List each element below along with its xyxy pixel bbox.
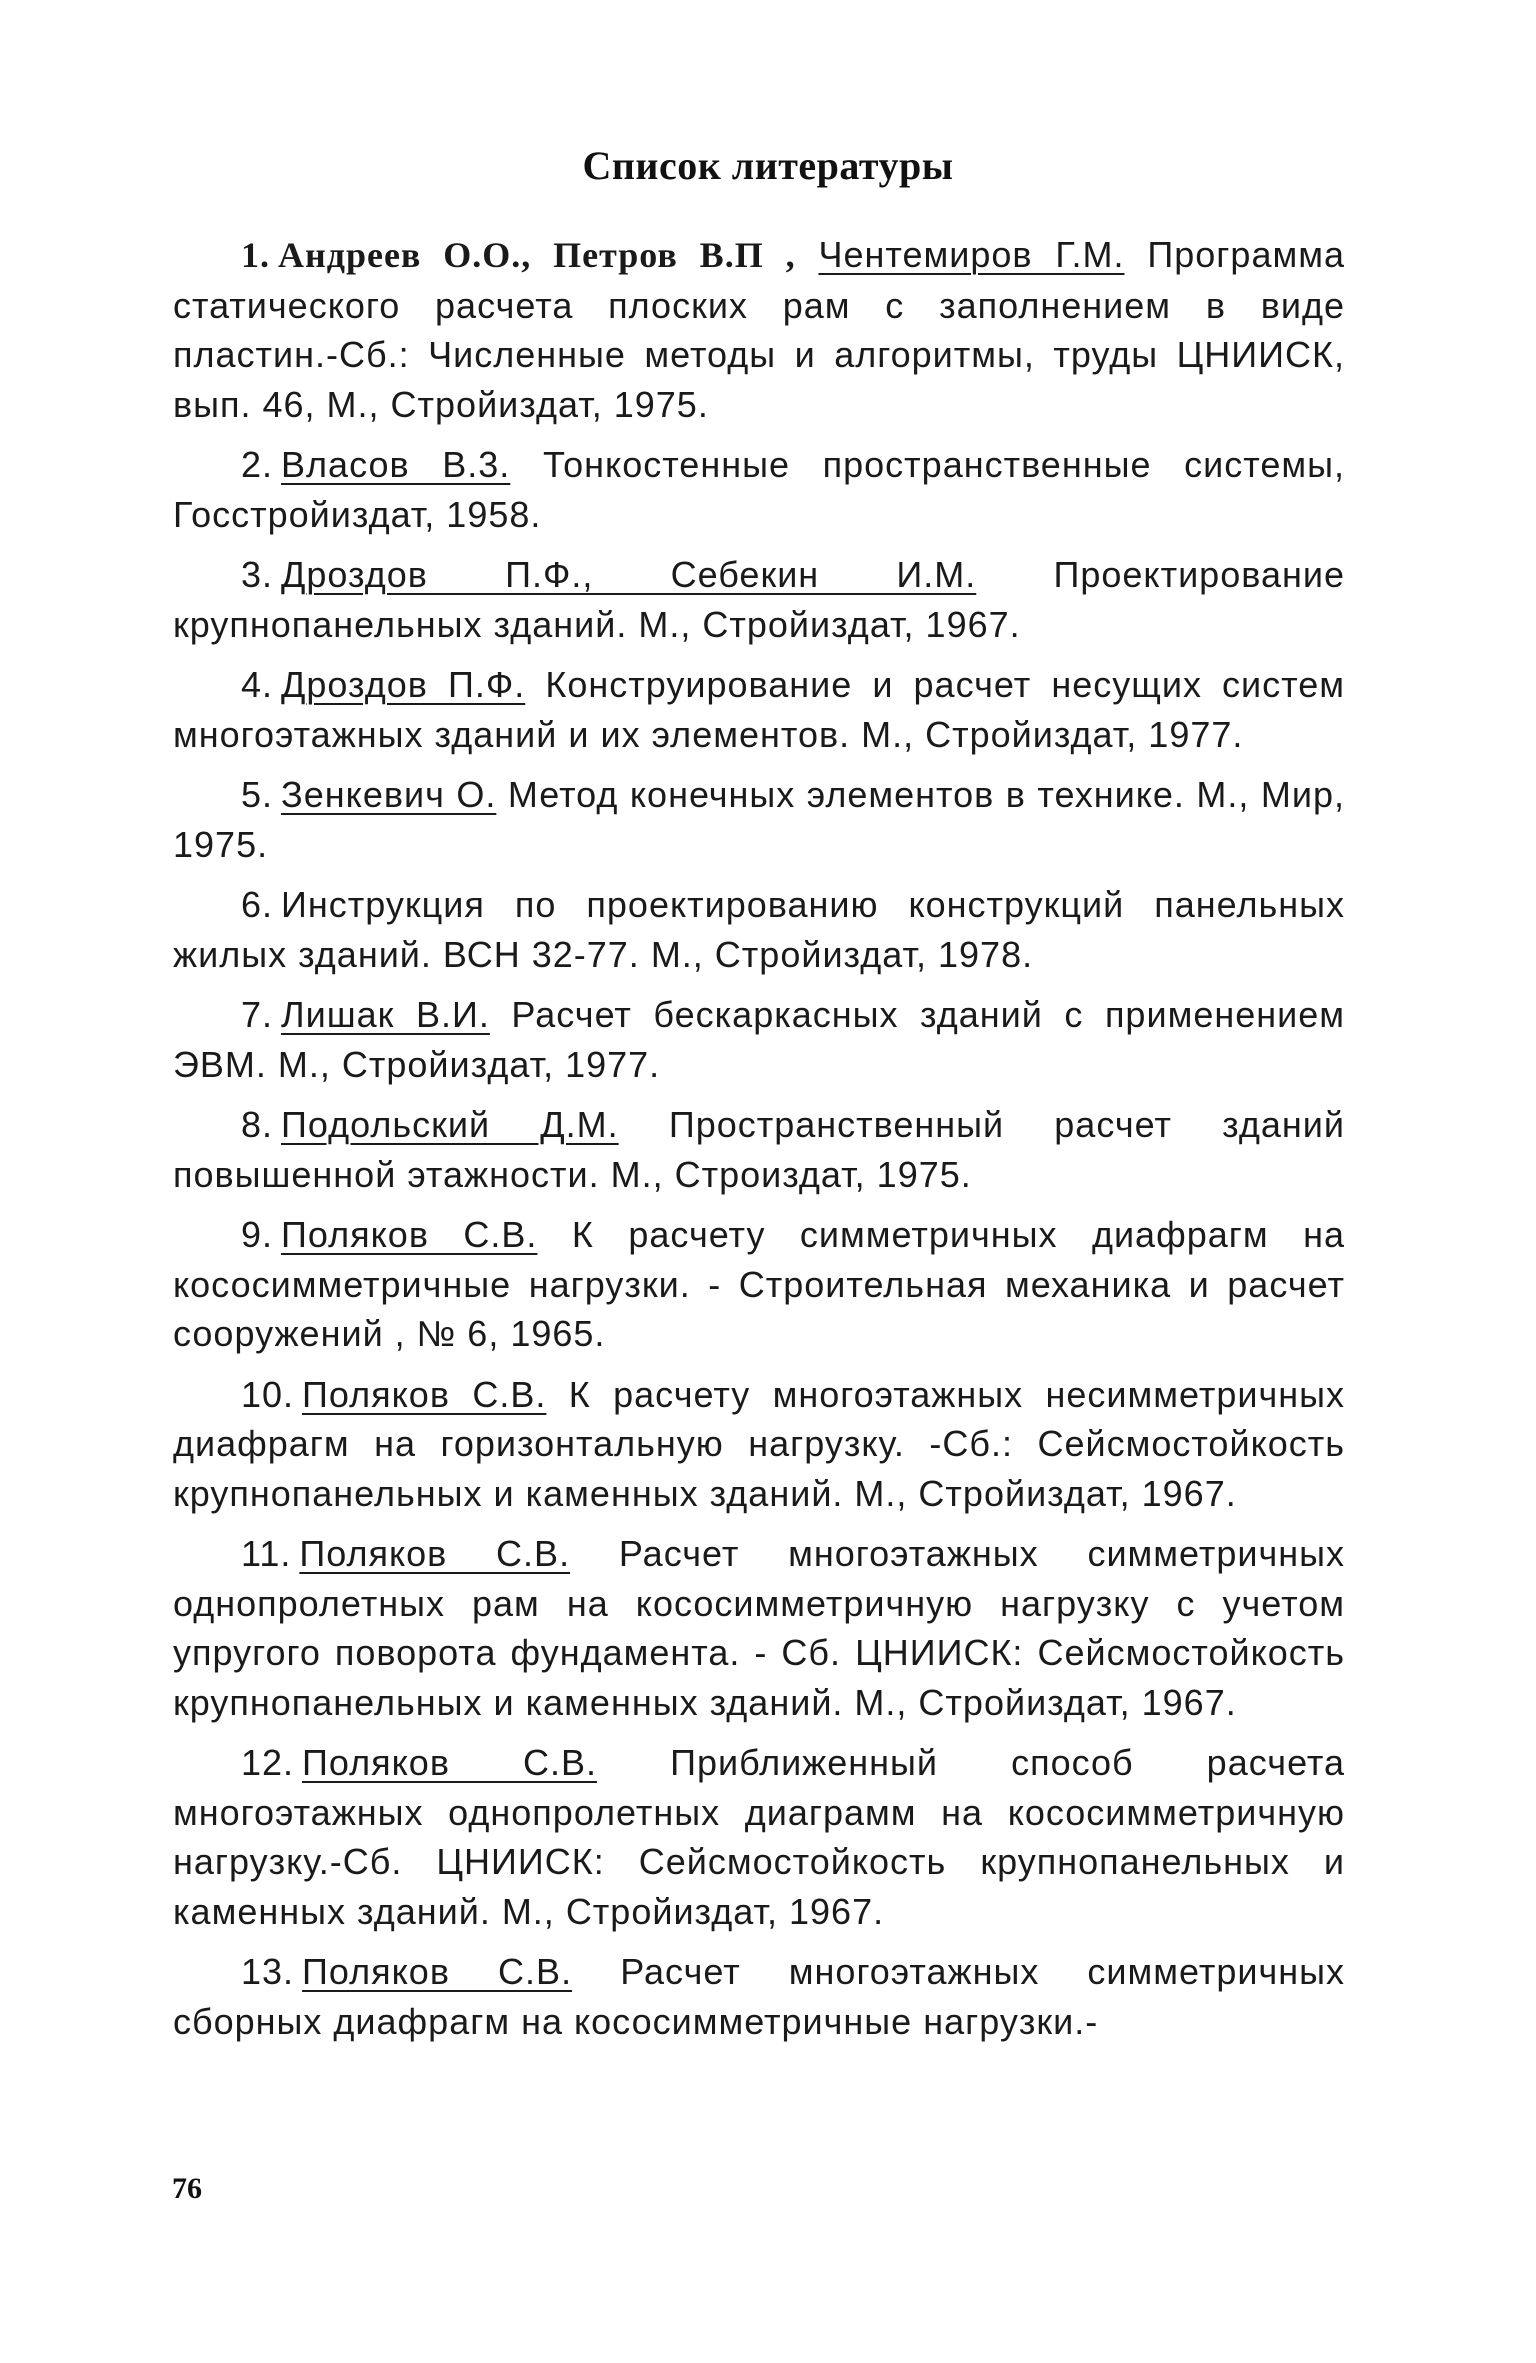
reference-item-11 (173, 1529, 1345, 1727)
reference-item-6 (173, 880, 1345, 979)
reference-text: Расчет многоэтажных симметричных сборных диафрагм на кососимметричные нагрузки.- (173, 1951, 1345, 2042)
reference-item-1 (173, 230, 1345, 429)
reference-author: Поляков С.В. (281, 1214, 538, 1255)
reference-author: Дроздов П.Ф. (281, 664, 526, 705)
reference-text: Пространственный расчет зданий повышенной этажности. М., Строиздат, 1975. (173, 1104, 1345, 1195)
reference-number: 3. (241, 554, 274, 595)
reference-number: 9. (241, 1214, 274, 1255)
reference-author: Поляков С.В. (299, 1533, 571, 1574)
reference-authors: Андреев О.О., Петров В.П , (278, 235, 796, 275)
reference-text: К расчету многоэтажных несимметричных диафрагм на горизонтальную нагрузку. -Сб.: Сейсмостойкость крупнопанельных и каменных зданий. М., Стройиздат, 1967. (173, 1373, 1345, 1514)
reference-item-9 (173, 1210, 1345, 1359)
reference-author: Дроздов П.Ф., Себекин И.М. (281, 554, 977, 595)
reference-author: Власов В.3. (281, 444, 511, 485)
reference-item-5 (173, 770, 1345, 869)
reference-text: К расчету симметричных диафрагм на кососимметричные нагрузки. - Строительная механика и расчет сооружений , № 6, 1965. (173, 1214, 1345, 1354)
reference-author: Поляков С.В. (302, 1373, 547, 1415)
page-title: Список литературы (582, 143, 954, 188)
reference-number: 11. (241, 1533, 292, 1574)
reference-author: Поляков С.В. (302, 1951, 573, 1992)
reference-item-13 (173, 1947, 1345, 2046)
reference-item-7 (173, 990, 1345, 1089)
reference-number: 13. (241, 1951, 295, 1992)
reference-number: 6. (241, 884, 274, 925)
reference-item-3 (173, 550, 1345, 649)
reference-text: Проектирование крупнопанельных зданий. М., Стройиздат, 1967. (173, 554, 1345, 645)
reference-item-10 (173, 1370, 1345, 1519)
page-number: 76 (172, 2172, 202, 2205)
reference-number: 8. (241, 1104, 274, 1145)
reference-item-2 (173, 440, 1345, 539)
reference-text: Инструкция по проектированию конструкций панельных жилых зданий. ВСН 32-77. М., Стройиздат, 1978. (173, 884, 1345, 975)
reference-item-12 (173, 1738, 1345, 1936)
reference-text: Программа статического расчета плоских рам с заполнением в виде пластин.-Сб.: Численные методы и алгоритмы, труды ЦНИИСК, вып. 46, М., Стройиздат, 1975. (173, 234, 1345, 425)
reference-number: 5. (241, 774, 274, 815)
reference-number: 10. (241, 1373, 295, 1415)
reference-item-4 (173, 660, 1345, 759)
reference-item-8 (173, 1100, 1345, 1199)
reference-number: 1. (241, 235, 270, 275)
reference-text: Расчет многоэтажных симметричных однопролетных рам на кососимметричную нагрузку с учетом упругого поворота фундамента. - Сб. ЦНИИСК: Сейсмостойкость крупнопанельных и каменных зданий. М., Стройиздат, 1967. (173, 1533, 1346, 1723)
reference-author: Подольский Д.М. (281, 1104, 619, 1145)
reference-number: 2. (241, 444, 274, 485)
reference-text: Метод конечных элементов в технике. М., Мир, 1975. (173, 774, 1345, 865)
reference-number: 7. (241, 994, 274, 1035)
reference-list (173, 230, 1345, 2057)
reference-text: Приближенный способ расчета многоэтажных однопролетных диаграмм на кососимметричную нагрузку.-Сб. ЦНИИСК: Сейсмостойкость крупнопанельных и каменных зданий. М., Стройиздат, 1967. (173, 1742, 1345, 1932)
reference-text: Расчет бескаркасных зданий с применением ЭВМ. М., Стройиздат, 1977. (173, 994, 1346, 1085)
reference-author: Лишак В.И. (281, 994, 490, 1035)
reference-number: 4. (241, 664, 274, 705)
reference-number: 12. (241, 1742, 295, 1783)
reference-author: Зенкевич О. (281, 774, 497, 815)
reference-author: Поляков С.В. (302, 1742, 598, 1783)
reference-author-underlined: Чентемиров Г.М. (818, 234, 1125, 275)
reference-text: Тонкостенные пространственные системы, Госстройиздат, 1958. (173, 444, 1345, 535)
reference-text: Конструирование и расчет несущих систем многоэтажных зданий и их элементов. М., Стройиздат, 1977. (173, 664, 1345, 755)
